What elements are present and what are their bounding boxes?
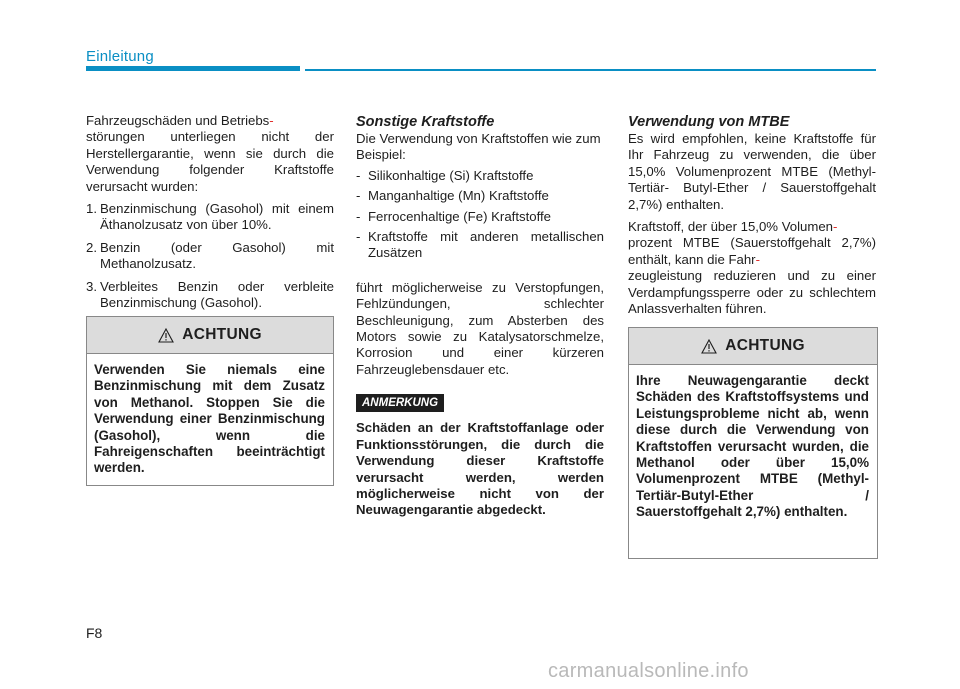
warning-body: Ihre Neuwagengarantie deckt Schäden des Kraftstoffsystems und Leistungsprobleme nicht ab, wenn diese durch die Verwendung von Kraftstoffen verursacht wurden, die Methanol oder über 15,0% Volumenprozent MTBE (Methyl- Tertiär-Butyl-Ether / Sauerstoffgehalt 2,7%) enthalten. — [636, 373, 869, 520]
list-item: 2. Benzin (oder Gasohol) mit Methanolzusatz. — [86, 239, 334, 272]
additive-list — [356, 168, 604, 262]
list-item: - Ferrocenhaltige (Fe) Kraftstoffe — [356, 208, 551, 224]
section-heading: Sonstige Kraftstoffe — [356, 114, 495, 130]
section-heading: Verwendung von MTBE — [628, 114, 790, 130]
intro-paragraph: Die Verwendung von Kraftstoffen wie zum Beispiel: — [356, 131, 601, 163]
warning-title: ACHTUNG — [725, 337, 805, 354]
hyphen-mark: - — [269, 113, 274, 128]
watermark: carmanualsonline.info — [548, 660, 749, 682]
warning-triangle-icon — [158, 328, 174, 343]
section-title: Einleitung — [86, 48, 154, 65]
column-left — [86, 113, 334, 317]
warning-title: ACHTUNG — [182, 326, 262, 343]
page-number: F8 — [86, 625, 103, 641]
spacer — [356, 266, 604, 280]
hyphen-mark: - — [755, 251, 760, 267]
list-item: 3. Verbleites Benzin oder verbleite Benzinmischung (Gasohol). — [86, 278, 334, 311]
list-item: - Kraftstoffe mit anderen metallischen Zusätzen — [356, 229, 604, 261]
list-item: - Silikonhaltige (Si) Kraftstoffe — [356, 167, 534, 183]
warning-header — [87, 317, 333, 354]
header-rule-thin — [305, 69, 876, 71]
warning-box-methanol — [86, 316, 334, 486]
header-rule-thick — [86, 66, 300, 71]
warning-triangle-icon — [701, 339, 717, 354]
column-middle — [356, 113, 604, 519]
hyphen-mark: - — [833, 219, 838, 235]
list-item: - Manganhaltige (Mn) Kraftstoffe — [356, 188, 549, 204]
warning-body: Verwenden Sie niemals eine Benzinmischung mit dem Zusatz von Methanol. Stoppen Sie die Verwendung einer Benzinmischung (Gasohol), wenn die Fahreigenschaften beeinträchtigt werden. — [94, 362, 325, 476]
mtbe-paragraph-1: Es wird empfohlen, keine Kraftstoffe für Ihr Fahrzeug zu verwenden, die über 15,0% Volumenprozent MTBE (Methyl-Tertiär- Butyl-Ether / Sauerstoffgehalt 2,7%) enthalten. — [628, 131, 876, 212]
fuel-list — [86, 201, 334, 311]
column-right — [628, 113, 876, 317]
list-item: 1. Benzinmischung (Gasohol) mit einem Äthanolzusatz von über 10%. — [86, 201, 334, 233]
warning-header — [629, 328, 877, 365]
note-text: Schäden an der Kraftstoffanlage oder Funktionsstörungen, die durch die Verwendung dieser Kraftstoffe verursacht werden, werden möglicherweise nicht von der Neuwagengarantie abgedeckt. — [356, 420, 604, 518]
note-badge: ANMERKUNG — [356, 394, 444, 412]
mtbe-paragraph-2: Kraftstoff, der über 15,0% Volumen- prozent MTBE (Sauerstoffgehalt 2,7%) enthält, kann die Fahr- zeugleistung reduzieren und zu einer Verdampfungssperre oder zu schlechtem Anlassverhalten führen. — [628, 219, 876, 317]
consequence-paragraph: führt möglicherweise zu Verstopfungen, Fehlzündungen, schlechter Beschleunigung, zum Absterben des Motors sowie zu Katalysatorschmelze, Korrosion und einer kürzeren Fahrzeuglebensdauer etc. — [356, 279, 604, 377]
intro-paragraph: Fahrzeugschäden und Betriebs- störungen unterliegen nicht der Herstellergarantie, wenn sie durch die Verwendung folgender Kraftstoffe verursacht wurden: — [86, 113, 334, 194]
warning-box-warranty — [628, 327, 878, 559]
